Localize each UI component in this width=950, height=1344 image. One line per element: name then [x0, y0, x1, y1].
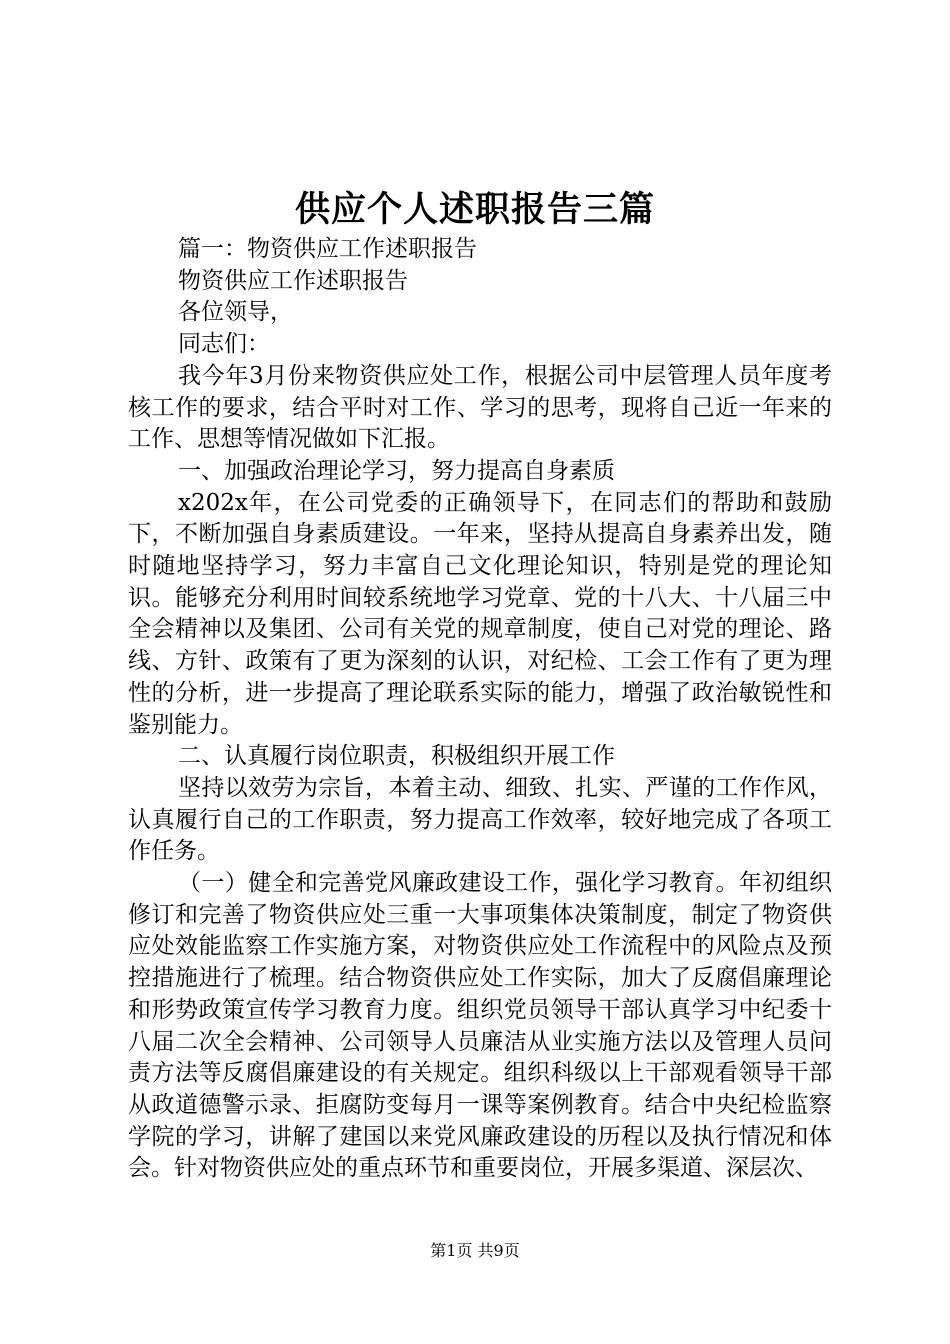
paragraph-duties: 坚持以效劳为宗旨，本着主动、细致、扎实、严谨的工作作风，认真履行自己的工作职责，努力提高工作效率，较好地完成了各项工作任务。 [128, 774, 832, 865]
paragraph-section-heading: 篇一：物资供应工作述职报告 [178, 236, 477, 262]
paragraph-heading-two: 二、认真履行岗位职责，积极组织开展工作 [178, 743, 615, 770]
paragraph-salutation-comrades: 同志们： [178, 331, 270, 358]
page-number: 第1页 共9页 [430, 1241, 520, 1260]
paragraph-salutation-leaders: 各位领导， [178, 299, 293, 326]
paragraph-report-title: 物资供应工作述职报告 [178, 267, 408, 294]
paragraph-study: x202x年，在公司党委的正确领导下，在同志们的帮助和鼓励下，不断加强自身素质建设。一年来，坚持从提高自身素养出发，随时随地坚持学习，努力丰富自己文化理论知识，特别是党的理论知识。能够充分利用时间较系统地学习党章、党的十八大、十八届三中全会精神以及集团、公司有关党的规章制度，使自己对党的理论、路线、方针、政策有了更为深刻的认识，对纪检、工会工作有了更为理性的分析，进一步提高了理论联系实际的能力，增强了政治敏锐性和鉴别能力。 [128, 489, 832, 738]
paragraph-heading-one: 一、加强政治理论学习，努力提高自身素质 [178, 457, 615, 484]
document-title: 供应个人述职报告三篇 [294, 189, 655, 230]
document-body [128, 234, 832, 1185]
paragraph-anticorruption: （一）健全和完善党风廉政建设工作，强化学习教育。年初组织修订和完善了物资供应处三重一大事项集体决策制度，制定了物资供应处效能监察工作实施方案，对物资供应处工作流程中的风险点及预控措施进行了梳理。结合物资供应处工作实际，加大了反腐倡廉理论和形势政策宣传学习教育力度。组织党员领导干部认真学习中纪委十八届二次全会精神、公司领导人员廉洁从业实施方法以及管理人员问责方法等反腐倡廉建设的有关规定。组织科级以上干部观看领导干部从政道德警示录、拒腐防变每月一课等案例教育。结合中央纪检监察学院的学习，讲解了建国以来党风廉政建设的历程以及执行情况和体会。针对物资供应处的重点环节和重要岗位，开展多渠道、深层次、 [128, 870, 832, 1182]
paragraph-intro: 我今年3月份来物资供应处工作，根据公司中层管理人员年度考核工作的要求，结合平时对工作、学习的思考，现将自己近一年来的工作、思想等情况做如下汇报。 [128, 362, 832, 453]
